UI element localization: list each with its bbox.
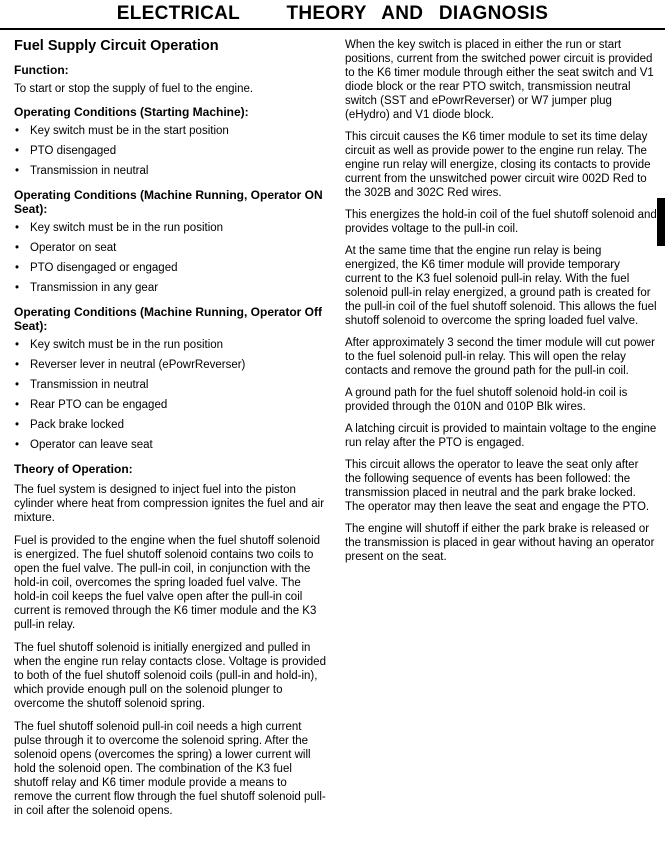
left-column: [14, 38, 326, 827]
theory-paragraph: The fuel shutoff solenoid is initially energized and pulled in when the engine run relay contacts close. Voltage is provided to both of the fuel shutoff solenoid coils (pull-in and hold-in), which provide enough pull on the solenoid plunger to overcome the shutoff solenoid spring.: [14, 642, 326, 710]
section-title: Fuel Supply Circuit Operation: [14, 38, 219, 54]
list-item: • Transmission in neutral: [14, 378, 326, 392]
list-item: • Key switch must be in the run position: [14, 338, 326, 352]
body-paragraph: The engine will shutoff if either the park brake is released or the transmission is placed in gear without having an operator present on the seat.: [345, 523, 655, 563]
theory-heading: Theory of Operation:: [14, 462, 133, 476]
list-item: • Key switch must be in the run position: [14, 221, 326, 235]
body-paragraph: When the key switch is placed in either the run or start positions, current from the switched power circuit is provided to the K6 timer module through either the seat switch and V1 diode block or the rear PTO switch, transmission neutral switch (SST and ePowrReverser) or W7 jumper plug (eHydro) and V1 diode block.: [345, 39, 654, 121]
body-paragraph: This energizes the hold-in coil of the fuel shutoff solenoid and provides voltage to the pull-in coil.: [345, 209, 657, 235]
conditions-off-seat-heading: Operating Conditions (Machine Running, Operator Off Seat):: [14, 305, 322, 333]
list-item: • Rear PTO can be engaged: [14, 398, 326, 412]
section-tab-marker: [657, 198, 665, 246]
conditions-on-seat-heading: Operating Conditions (Machine Running, Operator ON Seat):: [14, 188, 323, 216]
body-paragraph: At the same time that the engine run relay is being energized, the K6 timer module will provide temporary current to the K3 fuel solenoid pull-in relay. With the fuel solenoid pull-in relay energized, a ground path is created for the pull-in coil of the fuel shutoff solenoid. This allows the fuel shutoff solenoid to overcome the spring loaded fuel valve.: [345, 245, 657, 327]
conditions-on-seat-list: [14, 221, 326, 295]
conditions-starting-heading: Operating Conditions (Starting Machine):: [14, 105, 249, 119]
theory-paragraph: Fuel is provided to the engine when the fuel shutoff solenoid is energized. The fuel shutoff solenoid contains two coils to open the fuel valve. The pull-in coil, in conjunction with the hold-in coil, overcomes the spring loaded fuel valve. The hold-in coil keeps the fuel valve open after the pull-in coil current is removed through the K6 timer module and the K3 pull-in relay.: [14, 535, 321, 631]
right-column: [345, 38, 657, 572]
body-paragraph: This circuit causes the K6 timer module to set its time delay circuit as well as provide power to the engine run relay. The engine run relay will energize, closing its contacts to provide current from the unswitched power circuit wire 002D Red to the 302B and 302C Red wires.: [345, 131, 651, 199]
list-item: • Transmission in any gear: [14, 281, 326, 295]
conditions-off-seat-list: [14, 338, 326, 452]
body-paragraph: A latching circuit is provided to maintain voltage to the engine run relay after the PTO is engaged.: [345, 423, 657, 449]
list-item: • PTO disengaged: [14, 144, 326, 158]
theory-paragraph: The fuel shutoff solenoid pull-in coil needs a high current pulse through it to overcome the solenoid spring. After the solenoid opens (overcomes the spring) a lower current will hold the solenoid open. The combination of the K3 fuel shutoff relay and K6 timer module provide a means to remove the current flow through the fuel shutoff solenoid pull-in coil after the solenoid opens.: [14, 721, 326, 817]
list-item: • Key switch must be in the start position: [14, 124, 326, 138]
body-paragraph: A ground path for the fuel shutoff solenoid hold-in coil is provided through the 010N and 010P Blk wires.: [345, 387, 628, 413]
list-item: • Operator can leave seat: [14, 438, 326, 452]
body-paragraph: After approximately 3 second the timer module will cut power to the fuel solenoid pull-in relay. This will open the relay contacts and remove the ground path for the pull-in coil.: [345, 337, 656, 377]
body-paragraph: This circuit allows the operator to leave the seat only after the following sequence of events has been followed: the transmission placed in neutral and the park brake locked. The operator may then leave the seat and engage the PTO.: [345, 459, 650, 513]
function-heading: Function:: [14, 63, 69, 77]
list-item: • Reverser lever in neutral (ePowrReverser): [14, 358, 326, 372]
list-item: • PTO disengaged or engaged: [14, 261, 326, 275]
list-item: • Transmission in neutral: [14, 164, 326, 178]
function-text: To start or stop the supply of fuel to the engine.: [14, 83, 254, 95]
list-item: • Operator on seat: [14, 241, 326, 255]
theory-paragraph: The fuel system is designed to inject fuel into the piston cylinder where heat from compression ignites the fuel and air mixture.: [14, 484, 325, 524]
page-title: ELECTRICAL THEORY AND DIAGNOSIS: [116, 3, 549, 24]
list-item: • Pack brake locked: [14, 418, 326, 432]
page-header: [0, 0, 665, 30]
conditions-starting-list: [14, 124, 326, 178]
